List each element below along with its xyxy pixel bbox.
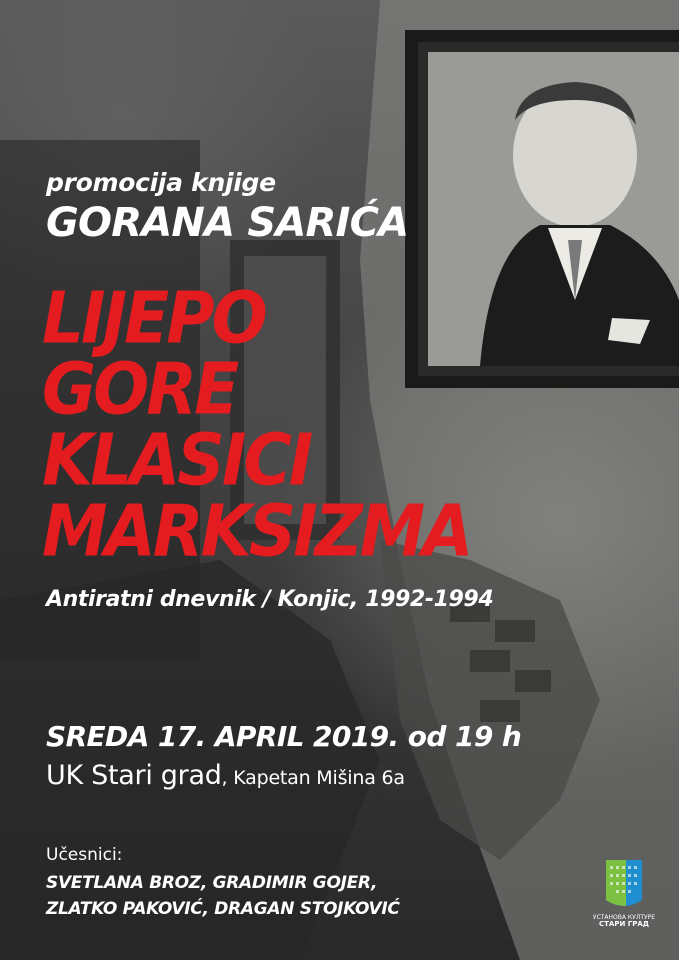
participants-line-1: SVETLANA BROZ, GRADIMIR GOJER, <box>46 873 378 893</box>
participants-label: Učesnici: <box>46 845 123 865</box>
logo-line-1: УСТАНОВА КУЛТУРЕ <box>592 914 656 921</box>
logo-line-2: СТАРИ ГРАД <box>599 920 649 928</box>
book-title-line-4: MARKSIZMA <box>42 489 471 573</box>
book-title-line-3: KLASICI <box>42 418 311 502</box>
intro-text: promocija knjige <box>46 168 276 197</box>
venue-name: UK Stari grad <box>46 760 222 791</box>
book-title-line-1: LIJEPO <box>42 276 265 360</box>
logo-caption <box>592 914 656 928</box>
book-title-line-2: GORE <box>42 347 237 431</box>
book-subtitle: Antiratni dnevnik / Konjic, 1992-1994 <box>46 587 494 612</box>
author-name: GORANA SARIĆA <box>46 200 409 246</box>
venue-address: , Kapetan Mišina 6a <box>221 767 405 789</box>
event-venue <box>46 760 405 791</box>
event-date: SREDA 17. APRIL 2019. od 19 h <box>46 720 522 753</box>
participants-line-2: ZLATKO PAKOVIĆ, DRAGAN STOJKOVIĆ <box>46 899 400 919</box>
